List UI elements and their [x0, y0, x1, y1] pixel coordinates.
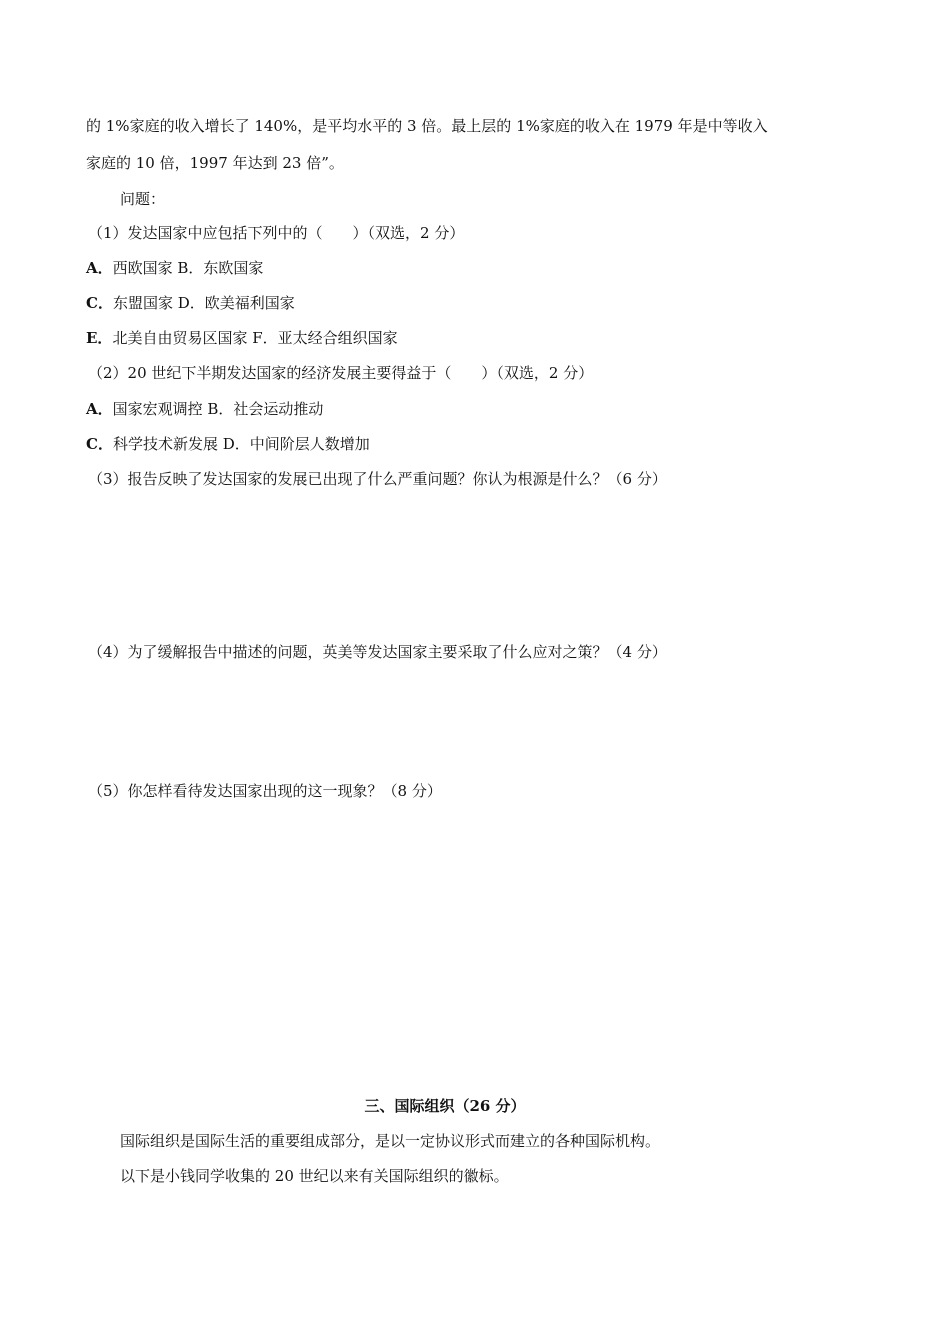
- option-text: 北美自由贸易区国家 F．亚太经合组织国家: [112, 329, 398, 347]
- option-text: 科学技术新发展 D．中间阶层人数增加: [112, 435, 370, 453]
- option-letter: E．: [86, 329, 113, 347]
- intro-line-1: 的 1%家庭的收入增长了 140%，是平均水平的 3 倍。最上层的 1%家庭的收入在 1979 年是中等收入: [86, 117, 768, 135]
- option-text: 国家宏观调控 B．社会运动推动: [112, 400, 324, 418]
- option-text: 东盟国家 D．欧美福利国家: [112, 294, 295, 312]
- option-letter: C．: [86, 435, 113, 453]
- q1-option-row-1: [86, 258, 263, 278]
- option-letter: A．: [86, 259, 113, 277]
- option-text: 西欧国家 B．东欧国家: [112, 259, 264, 277]
- questions-label: 问题：: [120, 190, 166, 208]
- q4-stem: （4）为了缓解报告中描述的问题，英美等发达国家主要采取了什么应对之策？（4 分）: [88, 643, 667, 661]
- q2-option-row-1: [86, 399, 323, 419]
- option-letter: C．: [86, 294, 113, 312]
- q2-option-row-2: [86, 434, 370, 454]
- q5-stem: （5）你怎样看待发达国家出现的这一现象？（8 分）: [88, 782, 442, 800]
- section-3-paragraph-1: 国际组织是国际生活的重要组成部分，是以一定协议形式而建立的各种国际机构。: [120, 1132, 661, 1150]
- q1-stem: （1）发达国家中应包括下列中的（ ）（双选，2 分）: [88, 224, 465, 242]
- q2-stem: （2）20 世纪下半期发达国家的经济发展主要得益于（ ）（双选，2 分）: [88, 364, 594, 382]
- q3-stem: （3）报告反映了发达国家的发展已出现了什么严重问题？你认为根源是什么？（6 分）: [88, 470, 667, 488]
- section-3-paragraph-2: 以下是小钱同学收集的 20 世纪以来有关国际组织的徽标。: [120, 1167, 509, 1185]
- option-letter: A．: [86, 400, 113, 418]
- section-3-title: 三、国际组织（26 分）: [364, 1097, 526, 1115]
- q1-option-row-3: [86, 328, 398, 348]
- q1-option-row-2: [86, 293, 295, 313]
- intro-line-2: 家庭的 10 倍，1997 年达到 23 倍”。: [86, 154, 344, 172]
